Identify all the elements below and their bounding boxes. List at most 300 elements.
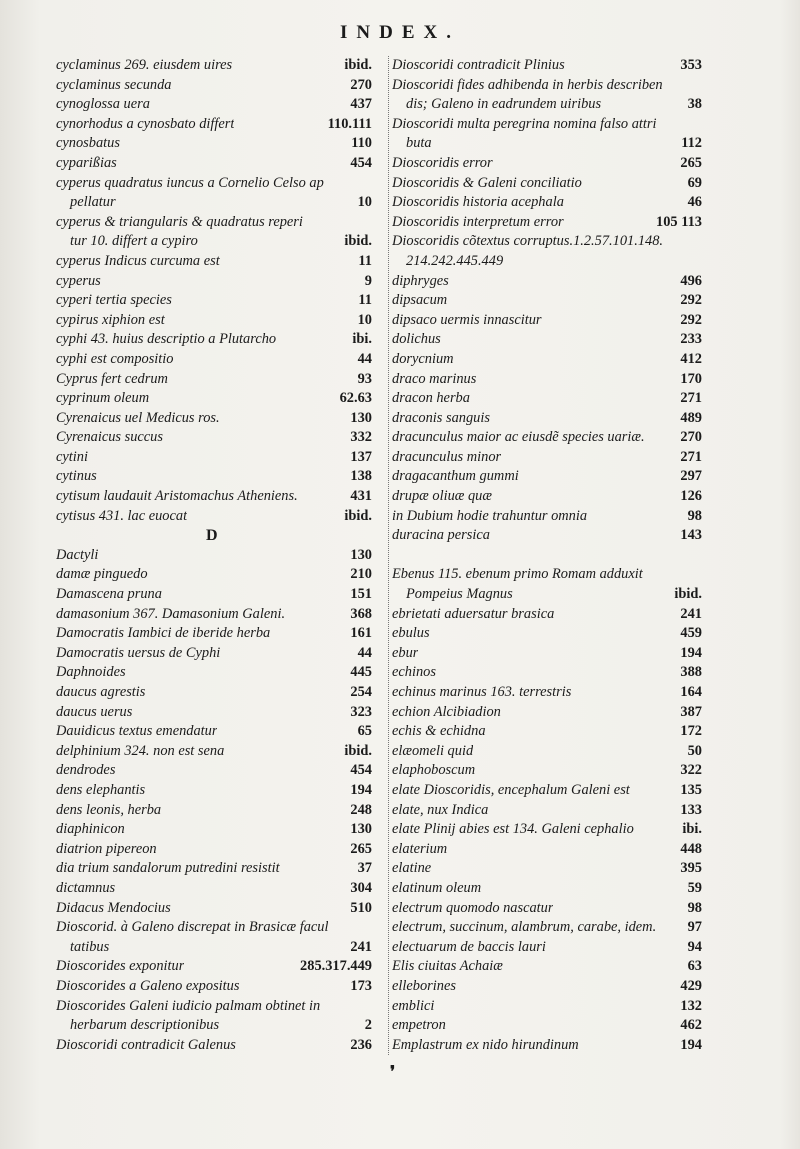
entry-page: 38 (687, 96, 702, 113)
index-entry (56, 722, 372, 742)
entry-text: Dioscorid. à Galeno discrepat in Brasicæ facul (56, 919, 329, 936)
entry-page: 271 (680, 390, 702, 407)
entry-page: 270 (350, 76, 372, 93)
index-entry (56, 409, 372, 429)
index-entry (56, 605, 372, 625)
entry-page: 137 (350, 448, 372, 465)
entry-page: 65 (357, 723, 372, 740)
index-entry (56, 174, 372, 194)
entry-text: cyclaminus 269. eiusdem uires (56, 57, 233, 73)
index-entry (56, 997, 372, 1017)
entry-page (696, 546, 702, 566)
entry-page: 172 (680, 723, 702, 740)
index-entry (392, 703, 702, 723)
entry-text: Dioscoridis cõtextus corruptus.1.2.57.101.148. (392, 233, 664, 250)
entry-text: Damocratis Iambici de iberide herba (56, 625, 271, 642)
entry-text: Dioscoridi multa peregrina nomina falso attri (392, 115, 657, 132)
entry-text: cynosbatus (56, 135, 120, 152)
entry-text: empetron (392, 1017, 446, 1034)
entry-page: 387 (680, 703, 702, 720)
index-entry (392, 76, 702, 96)
entry-text: Dioscoridis historia acephala (392, 194, 564, 211)
index-entry (392, 722, 702, 742)
index-entry (56, 428, 372, 448)
entry-text: echis & echidna (392, 723, 486, 740)
entry-page: 164 (680, 684, 702, 700)
index-entry (56, 1016, 372, 1036)
entry-text: Damascena pruna (56, 586, 162, 603)
index-entry (56, 252, 372, 272)
entry-page: 510 (350, 899, 372, 916)
index-entry (56, 879, 372, 899)
entry-text: dracunculus maior ac eiusdẽ species uariæ. (392, 429, 645, 446)
entry-text: dragacanthum gummi (392, 468, 519, 485)
entry-page: 132 (680, 997, 702, 1014)
entry-text: cyprinum oleum (56, 390, 150, 407)
entry-page: 11 (358, 292, 372, 309)
index-entry (392, 154, 702, 174)
index-entry (392, 370, 702, 390)
entry-page: 431 (350, 488, 372, 505)
index-entry (56, 311, 372, 331)
index-entry (56, 644, 372, 664)
index-entry (56, 467, 372, 487)
entry-page: 130 (350, 546, 372, 563)
index-entry (392, 134, 702, 154)
index-entry (56, 761, 372, 781)
entry-page: 429 (680, 977, 702, 994)
entry-page: 69 (687, 174, 702, 191)
entry-page: 130 (350, 409, 372, 426)
printer-mark: ❜ (390, 1062, 396, 1081)
entry-text: dorycnium (392, 350, 454, 367)
entry-text: dis; Galeno in eadrundem uiribus (406, 96, 602, 113)
entry-page: 63 (687, 958, 702, 975)
entry-text: Dioscorides Galeni iudicio palmam obtinet in (56, 997, 321, 1014)
entry-page: 194 (680, 1036, 702, 1053)
index-entry (392, 761, 702, 781)
entry-text: cyphi 43. huius descriptio a Plutarcho (56, 331, 277, 348)
entry-page: 10 (357, 311, 372, 328)
index-entry (392, 487, 702, 507)
index-entry (392, 820, 702, 840)
entry-text: daucus agrestis (56, 684, 146, 700)
entry-text: Emplastrum ex nido hirundinum (392, 1036, 579, 1053)
index-entry (56, 487, 372, 507)
entry-page: 105 113 (656, 213, 702, 230)
index-entry (56, 899, 372, 919)
entry-page: 254 (350, 684, 372, 700)
entry-page: 59 (687, 879, 702, 896)
entry-text: elaphoboscum (392, 762, 476, 779)
entry-page: 98 (687, 899, 702, 916)
index-entry (392, 859, 702, 879)
entry-text: elate Dioscoridis, encephalum Galeni est (392, 781, 630, 798)
entry-page: 10 (357, 194, 372, 211)
entry-text: dictamnus (56, 879, 116, 896)
index-entry (56, 193, 372, 213)
index-entry (56, 1036, 372, 1056)
entry-text: dendrodes (56, 762, 116, 779)
entry-text: cyphi est compositio (56, 350, 174, 367)
index-entry (56, 350, 372, 370)
entry-text: draco marinus (392, 370, 477, 387)
index-entry (56, 389, 372, 409)
entry-page: 241 (680, 605, 702, 622)
index-entry (392, 330, 702, 350)
entry-page: 93 (357, 370, 372, 387)
entry-text: herbarum descriptionibus (70, 1017, 220, 1034)
entry-page: 97 (687, 919, 702, 936)
entry-page: 241 (350, 938, 372, 955)
entry-page: 98 (687, 507, 702, 524)
entry-text: electuarum de baccis lauri (392, 938, 546, 955)
index-entry (56, 859, 372, 879)
entry-page: 50 (687, 742, 702, 759)
entry-page: ibi. (682, 821, 702, 838)
entry-page (696, 115, 702, 135)
entry-page (696, 252, 702, 272)
index-entry (392, 565, 702, 585)
index-entry (392, 938, 702, 958)
index-entry (392, 311, 702, 331)
index-entry (56, 330, 372, 350)
section-letter (56, 526, 372, 546)
index-entry (56, 703, 372, 723)
entry-text: delphinium 324. non est sena (56, 742, 225, 759)
entry-page: 138 (350, 468, 372, 485)
entry-text: cyperus Indicus curcuma est (56, 252, 220, 269)
index-entry (392, 683, 702, 703)
entry-page: 332 (350, 429, 372, 446)
entry-page: 112 (681, 135, 702, 152)
entry-text: elaterium (392, 840, 448, 857)
index-entry (392, 389, 702, 409)
entry-page: 194 (350, 781, 372, 798)
entry-text: cytinus (56, 468, 97, 485)
index-entry (392, 1036, 702, 1056)
entry-text: damæ pinguedo (56, 566, 148, 583)
entry-text: duracina persica (392, 527, 490, 544)
index-entry (56, 76, 372, 96)
index-entry (392, 1016, 702, 1036)
entry-page: 2 (364, 1017, 372, 1034)
entry-page: 448 (680, 840, 702, 857)
entry-page: 210 (350, 566, 372, 583)
entry-page: 151 (350, 586, 372, 603)
entry-text: 214.242.445.449 (406, 252, 504, 269)
index-entry (392, 232, 702, 252)
entry-text: diphryges (392, 272, 449, 289)
entry-text: cyperus quadratus iuncus a Cornelio Celso ap (56, 174, 324, 191)
entry-page: 368 (350, 605, 372, 622)
entry-text: Dioscorides exponitur (56, 958, 185, 975)
entry-page: 130 (350, 821, 372, 838)
entry-text: cyperus (56, 272, 101, 289)
index-entry (56, 272, 372, 292)
entry-page: 248 (350, 801, 372, 818)
index-entry (392, 526, 702, 546)
entry-page: 454 (350, 762, 372, 779)
entry-text: cytisum laudauit Aristomachus Atheniens. (56, 488, 298, 505)
index-entry (392, 546, 702, 566)
entry-page: ibid. (344, 233, 372, 250)
entry-page: 297 (680, 468, 702, 485)
entry-page (696, 232, 702, 252)
entry-page: 44 (357, 350, 372, 367)
entry-page: ibid. (344, 742, 372, 759)
entry-text: elate Plinij abies est 134. Galeni cephalio (392, 821, 634, 838)
index-entry (392, 997, 702, 1017)
entry-page (696, 76, 702, 96)
entry-text: dolichus (392, 331, 441, 348)
entry-page: 489 (680, 409, 702, 426)
entry-text: in Dubium hodie trahuntur omnia (392, 507, 588, 524)
entry-page: 322 (680, 762, 702, 779)
index-entry (392, 252, 702, 272)
index-entry (56, 370, 372, 390)
entry-page: 265 (350, 840, 372, 857)
entry-page: 292 (680, 292, 702, 309)
entry-text: D (206, 527, 218, 545)
entry-text: Dioscoridi fides adhibenda in herbis describen (392, 76, 663, 93)
entry-text: buta (406, 135, 432, 152)
index-entry (392, 507, 702, 527)
index-entry (56, 115, 372, 135)
index-entry (56, 507, 372, 527)
index-entry (56, 585, 372, 605)
index-entry (392, 213, 702, 233)
entry-text: elate, nux Indica (392, 801, 489, 818)
entry-text: ebulus (392, 625, 430, 642)
entry-page: 135 (680, 781, 702, 798)
entry-page: 233 (680, 331, 702, 348)
index-entry (56, 565, 372, 585)
entry-text: cyparißias (56, 154, 117, 171)
entry-page: 459 (680, 625, 702, 642)
index-entry (392, 957, 702, 977)
index-entry (56, 232, 372, 252)
right-column (388, 56, 702, 1055)
index-entry (56, 95, 372, 115)
entry-page: 173 (350, 977, 372, 994)
entry-page: 110.111 (327, 115, 372, 132)
entry-page: 445 (350, 664, 372, 681)
entry-page: 454 (350, 154, 372, 171)
entry-page: 126 (680, 488, 702, 505)
index-entry (392, 605, 702, 625)
entry-page: 194 (680, 644, 702, 661)
index-entry (392, 899, 702, 919)
entry-text: cyperi tertia species (56, 292, 172, 309)
index-entry (56, 291, 372, 311)
entry-page: 323 (350, 703, 372, 720)
entry-text: Dactyli (56, 546, 99, 563)
entry-page: 437 (350, 96, 372, 113)
index-entry (392, 115, 702, 135)
entry-page: ibid. (674, 586, 702, 603)
entry-text: emblici (392, 997, 435, 1014)
entry-page: 292 (680, 311, 702, 328)
entry-page: 170 (680, 370, 702, 387)
entry-page: 46 (687, 194, 702, 211)
entry-page: 161 (350, 625, 372, 642)
entry-text: cytisus 431. lac euocat (56, 507, 188, 524)
entry-text: dracunculus minor (392, 448, 502, 465)
entry-text: elleborines (392, 977, 456, 994)
entry-text: Pompeius Magnus (406, 586, 513, 603)
entry-page: 412 (680, 350, 702, 367)
entry-page: 236 (350, 1036, 372, 1053)
entry-text: cytini (56, 448, 88, 465)
index-entry (56, 840, 372, 860)
entry-text: echinos (392, 664, 436, 681)
entry-page: 353 (680, 57, 702, 73)
entry-text: ebrietati aduersatur brasica (392, 605, 555, 622)
left-column (56, 56, 372, 1055)
page-header: INDEX. (340, 22, 460, 43)
index-entry (56, 154, 372, 174)
index-entry (56, 213, 372, 233)
index-entry (56, 56, 372, 76)
entry-text: Cyrenaicus succus (56, 429, 163, 446)
index-entry (56, 448, 372, 468)
entry-page (696, 565, 702, 585)
entry-page (366, 174, 372, 194)
entry-text: diatrion pipereon (56, 840, 157, 857)
entry-text: Dauidicus textus emendatur (56, 723, 218, 740)
index-entry (392, 409, 702, 429)
entry-text: Dioscoridis & Galeni conciliatio (392, 174, 582, 191)
entry-text: Daphnoides (56, 664, 126, 681)
index-entry (392, 918, 702, 938)
entry-page: 271 (680, 448, 702, 465)
index-entry (56, 957, 372, 977)
entry-text: dens elephantis (56, 781, 146, 798)
index-entry (56, 683, 372, 703)
entry-text: tur 10. differt a cypiro (70, 233, 198, 250)
index-entry (392, 781, 702, 801)
entry-page: 285.317.449 (300, 958, 372, 975)
index-entry (392, 467, 702, 487)
index-entry (392, 95, 702, 115)
entry-text: Dioscorides a Galeno expositus (56, 977, 240, 994)
entry-page: 270 (680, 429, 702, 446)
entry-text: Dioscoridi contradicit Galenus (56, 1036, 236, 1053)
index-entry (56, 624, 372, 644)
entry-page (366, 997, 372, 1017)
index-entry (392, 624, 702, 644)
entry-page: 94 (687, 938, 702, 955)
entry-text: Dioscoridis interpretum error (392, 213, 564, 230)
index-entry (392, 350, 702, 370)
entry-page: 462 (680, 1017, 702, 1034)
entry-page: 265 (680, 154, 702, 171)
entry-text: Cyrenaicus uel Medicus ros. (56, 409, 220, 426)
entry-page (366, 213, 372, 233)
index-entry (392, 977, 702, 997)
entry-page: 143 (680, 527, 702, 544)
index-entry (392, 193, 702, 213)
entry-text: damasonium 367. Damasonium Galeni. (56, 605, 286, 622)
index-entry (392, 663, 702, 683)
index-entry (56, 801, 372, 821)
index-entry (56, 977, 372, 997)
entry-text: elatine (392, 860, 432, 877)
entry-text: cypirus xiphion est (56, 311, 165, 328)
entry-text: Didacus Mendocius (56, 899, 171, 916)
index-entry (56, 663, 372, 683)
entry-page: ibid. (344, 507, 372, 524)
entry-page: 11 (358, 252, 372, 269)
entry-page: 9 (364, 272, 372, 289)
entry-page: 133 (680, 801, 702, 818)
index-entry (392, 742, 702, 762)
index-entry (392, 291, 702, 311)
entry-text: dipsaco uermis innascitur (392, 311, 542, 328)
entry-text: cynorhodus a cynosbato differt (56, 115, 235, 132)
index-entry (392, 840, 702, 860)
index-entry (392, 585, 702, 605)
entry-text: dens leonis, herba (56, 801, 162, 818)
entry-text: tatibus (70, 938, 110, 955)
entry-text: electrum quomodo nascatur (392, 899, 554, 916)
entry-text: echion Alcibiadion (392, 703, 501, 720)
entry-page: 37 (357, 860, 372, 877)
entry-text: ebur (392, 644, 419, 661)
entry-text: electrum, succinum, alambrum, carabe, idem. (392, 919, 657, 936)
index-entry (56, 742, 372, 762)
entry-text: Damocratis uersus de Cyphi (56, 644, 221, 661)
index-entry (392, 56, 702, 76)
index-entry (56, 546, 372, 566)
index-entry (392, 174, 702, 194)
entry-page: 62.63 (339, 390, 372, 407)
entry-text: Dioscoridis error (392, 154, 493, 171)
entry-page: ibid. (344, 57, 372, 73)
entry-page: 496 (680, 272, 702, 289)
index-entry (392, 801, 702, 821)
entry-page: 395 (680, 860, 702, 877)
index-entry (56, 781, 372, 801)
entry-text: echinus marinus 163. terrestris (392, 684, 572, 700)
entry-text: Ebenus 115. ebenum primo Romam adduxit (392, 566, 643, 583)
entry-text: draconis sanguis (392, 409, 490, 426)
entry-page: 388 (680, 664, 702, 681)
entry-text: cyperus & triangularis & quadratus reperi (56, 213, 303, 230)
entry-page: 44 (357, 644, 372, 661)
entry-text: dipsacum (392, 292, 448, 309)
entry-page: 304 (350, 879, 372, 896)
entry-page: 110 (351, 135, 372, 152)
entry-text: pellatur (70, 194, 116, 211)
index-entry (56, 820, 372, 840)
entry-text: elatinum oleum (392, 879, 482, 896)
entry-text: dia trium sandalorum putredini resistit (56, 860, 280, 877)
entry-text: diaphinicon (56, 821, 125, 838)
index-entry (56, 134, 372, 154)
entry-text: Cyprus fert cedrum (56, 370, 168, 387)
index-entry (392, 272, 702, 292)
index-entry (392, 879, 702, 899)
entry-text: daucus uerus (56, 703, 133, 720)
entry-text: cynoglossa uera (56, 96, 150, 113)
index-entry (392, 448, 702, 468)
entry-text: cyclaminus secunda (56, 76, 172, 93)
entry-text: elæomeli quid (392, 742, 474, 759)
entry-page (366, 918, 372, 938)
index-entry (392, 644, 702, 664)
